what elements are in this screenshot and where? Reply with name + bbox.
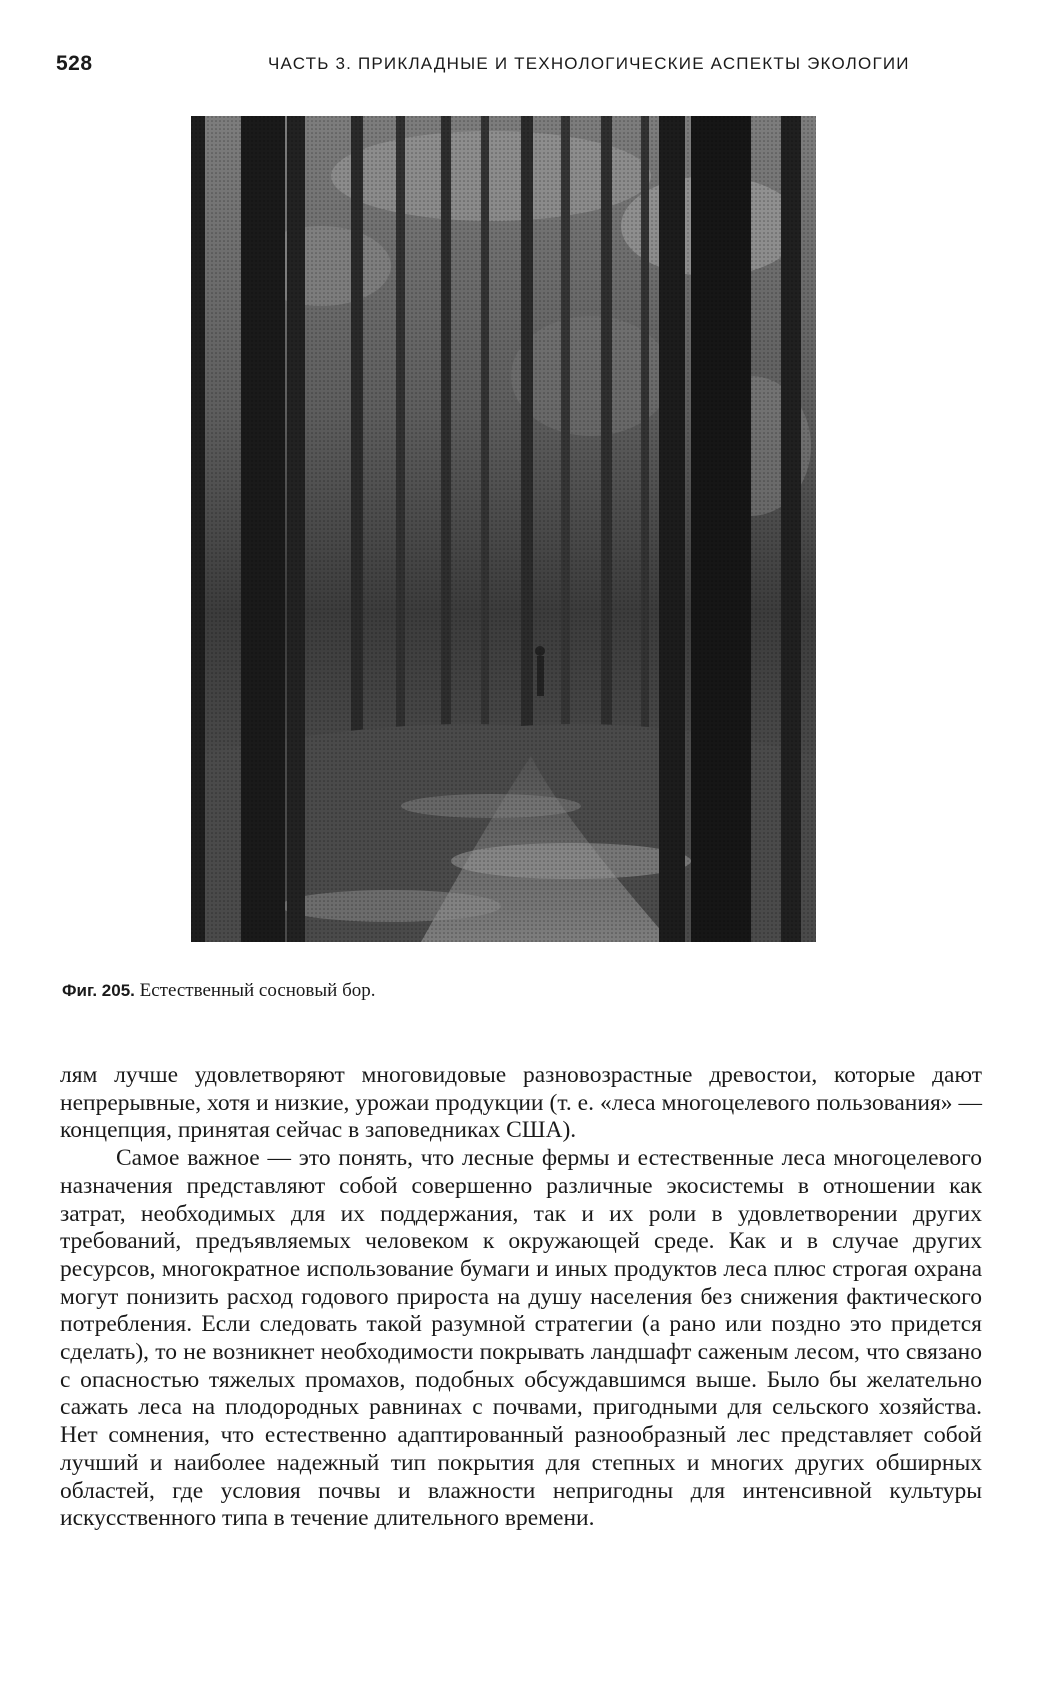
forest-photo	[191, 116, 816, 942]
figure-caption-text: Естественный сосновый бор.	[139, 980, 376, 1001]
figure-label: Фиг. 205.	[62, 981, 135, 1000]
running-head: ЧАСТЬ 3. ПРИКЛАДНЫЕ И ТЕХНОЛОГИЧЕСКИЕ АСПЕКТЫ ЭКОЛОГИИ	[268, 54, 910, 73]
body-text	[60, 1062, 982, 1533]
figure-caption	[62, 980, 376, 1002]
page-number: 528	[56, 52, 93, 75]
paragraph: лям лучше удовлетворяют многовидовые разновозрастные древостои, которые дают непрерывные, хотя и низкие, урожаи продукции (т. е. «леса многоцелевого пользования» — концепция, принятая сейчас в заповедниках США).	[60, 1062, 982, 1144]
pine-forest-image	[191, 116, 816, 942]
paragraph: Самое важное — это понять, что лесные фермы и естественные леса многоцелевого назначения представляют собой совершенно различные экосистемы в отношении как затрат, необходимых для их поддержания, так и их роли в удовлетворении других требований, предъявляемых человеком к окружающей среде. Как и в случае других ресурсов, многократное использование бумаги и иных продуктов леса плюс строгая охрана могут понизить расход годового прироста на душу населения без снижения фактического потребления. Если следовать такой разумной стратегии (а рано или поздно это придется сделать), то не возникнет необходимости покрывать ландшафт саженым лесом, что связано с опасностью тяжелых промахов, подобных обсуждавшимся выше. Было бы желательно сажать леса на плодородных равнинах с почвами, пригодными для сельского хозяйства. Нет сомнения, что естественно адаптированный разнообразный лес представляет собой лучший и наиболее надежный тип покрытия для степных и многих других обширных областей, где условия почвы и влажности непригодны для интенсивной культуры искусственного типа в течение длительного времени.	[60, 1145, 982, 1532]
